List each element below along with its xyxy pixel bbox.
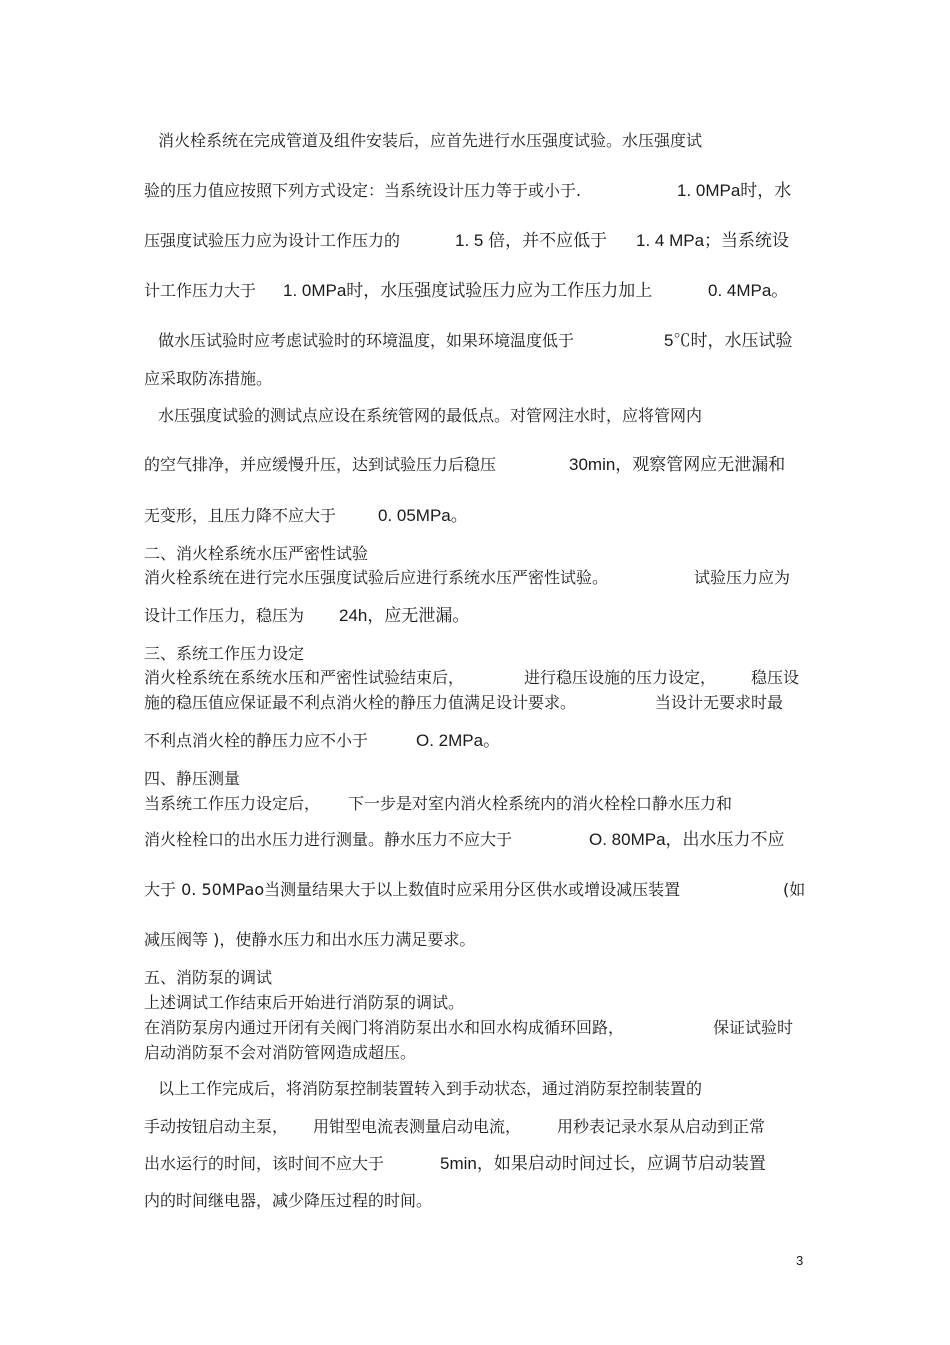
text-segment: 1. 0MPa时，水 [677,181,792,200]
text-segment: 二、消火栓系统水压严密性试验 [144,544,369,563]
paragraph-line [0,929,950,953]
text-segment: (如 [783,880,806,899]
text-segment: 用钳型电流表测量启动电流， [313,1117,522,1136]
text-segment: 上述调试工作结束后开始进行消防泵的调试。 [144,993,465,1012]
paragraph-line [0,1190,950,1214]
text-segment: 施的稳压值应保证最不利点消火栓的静压力值满足设计要求。 [144,693,577,712]
text-segment: 设计工作压力，稳压为 [144,606,305,625]
text-segment: 下一步是对室内消火栓系统内的消火栓栓口静水压力和 [348,794,733,813]
paragraph-line [0,1116,950,1140]
text-segment: 内的时间继电器，减少降压过程的时间。 [144,1191,433,1210]
text-segment: 消火栓系统在完成管道及组件安装后，应首先进行水压强度试验。水压强度试 [158,131,703,150]
text-segment: 消火栓系统在进行完水压强度试验后应进行系统水压严密性试验。 [144,568,609,587]
paragraph-line [0,793,950,817]
text-segment: 出水运行的时间，该时间不应大于 [144,1154,385,1173]
paragraph-line [0,505,950,529]
text-segment: 当系统工作压力设定后， [144,794,321,813]
text-segment: 1. 5 倍，并不应低于 [455,231,608,250]
paragraph-line [0,368,950,392]
text-segment: O. 80MPa，出水压力不应 [589,830,785,849]
text-segment: 用秒表记录水泵从启动到正常 [557,1117,766,1136]
text-segment: 应采取防冻措施。 [144,369,273,388]
paragraph-line [0,1042,950,1066]
paragraph-line [0,643,950,667]
text-segment: 手动按钮启动主泵， [144,1117,289,1136]
text-segment: 1. 0MPa时，水压强度试验压力应为工作压力加上 [283,281,653,300]
paragraph-line [0,967,950,991]
text-segment: 5min，如果启动时间过长，应调节启动装置 [440,1154,766,1173]
text-segment: 5℃时，水压试验 [664,331,793,350]
paragraph-line [0,280,950,304]
paragraph-line [0,605,950,629]
paragraph-line [0,230,950,254]
paragraph-line [0,330,950,354]
text-segment: 的空气排净，并应缓慢升压，达到试验压力后稳压 [144,455,497,474]
paragraph-line [0,180,950,204]
text-segment: 大于 0. 50MPao当测量结果大于以上数值时应采用分区供水或增设减压装置 [144,880,681,899]
text-segment: 水压强度试验的测试点应设在系统管网的最低点。对管网注水时，应将管网内 [158,406,703,425]
text-segment: 1. 4 MPa；当系统设 [636,231,790,250]
text-segment: 消火栓栓口的出水压力进行测量。静水压力不应大于 [144,830,513,849]
text-segment: 三、系统工作压力设定 [144,644,305,663]
text-segment: 进行稳压设施的压力设定， [524,668,717,687]
text-segment: 0. 4MPa。 [708,281,789,300]
text-segment: O. 2MPa。 [416,731,501,750]
paragraph-line [0,454,950,478]
paragraph-line [0,829,950,853]
text-segment: 试验压力应为 [694,568,791,587]
paragraph-line [0,567,950,591]
text-segment: 以上工作完成后，将消防泵控制装置转入到手动状态，通过消防泵控制装置的 [158,1079,703,1098]
text-segment: 保证试验时 [713,1018,794,1037]
text-segment: 当设计无要求时最 [655,693,784,712]
paragraph-line [0,992,950,1016]
text-segment: 消火栓系统在系统水压和严密性试验结束后， [144,668,465,687]
text-segment: 减压阀等 )，使静水压力和出水压力满足要求。 [144,930,476,949]
paragraph-line [0,130,950,154]
paragraph-line [0,692,950,716]
text-segment: 无变形，且压力降不应大于 [144,506,337,525]
text-segment: 验的压力值应按照下列方式设定：当系统设计压力等于或小于. [144,181,582,200]
text-segment: 压强度试验压力应为设计工作压力的 [144,231,401,250]
paragraph-line [0,879,950,903]
page-number: 3 [796,1253,804,1268]
text-segment: 计工作压力大于 [144,281,257,300]
text-segment: 稳压设 [751,668,800,687]
paragraph-line [0,405,950,429]
text-segment: 30min，观察管网应无泄漏和 [569,455,786,474]
text-segment: 五、消防泵的调试 [144,968,273,987]
text-segment: 在消防泵房内通过开闭有关阀门将消防泵出水和回水构成循环回路， [144,1018,625,1037]
text-segment: 0. 05MPa。 [378,506,468,525]
paragraph-line [0,1153,950,1177]
paragraph-line [0,667,950,691]
text-segment: 做水压试验时应考虑试验时的环境温度，如果环境温度低于 [158,331,575,350]
paragraph-line [0,730,950,754]
paragraph-line [0,768,950,792]
text-segment: 四、静压测量 [144,769,241,788]
text-segment: 启动消防泵不会对消防管网造成超压。 [144,1043,417,1062]
paragraph-line [0,1017,950,1041]
paragraph-line [0,1078,950,1102]
paragraph-line [0,543,950,567]
text-segment: 不利点消火栓的静压力应不小于 [144,731,369,750]
text-segment: 24h，应无泄漏。 [339,606,470,625]
